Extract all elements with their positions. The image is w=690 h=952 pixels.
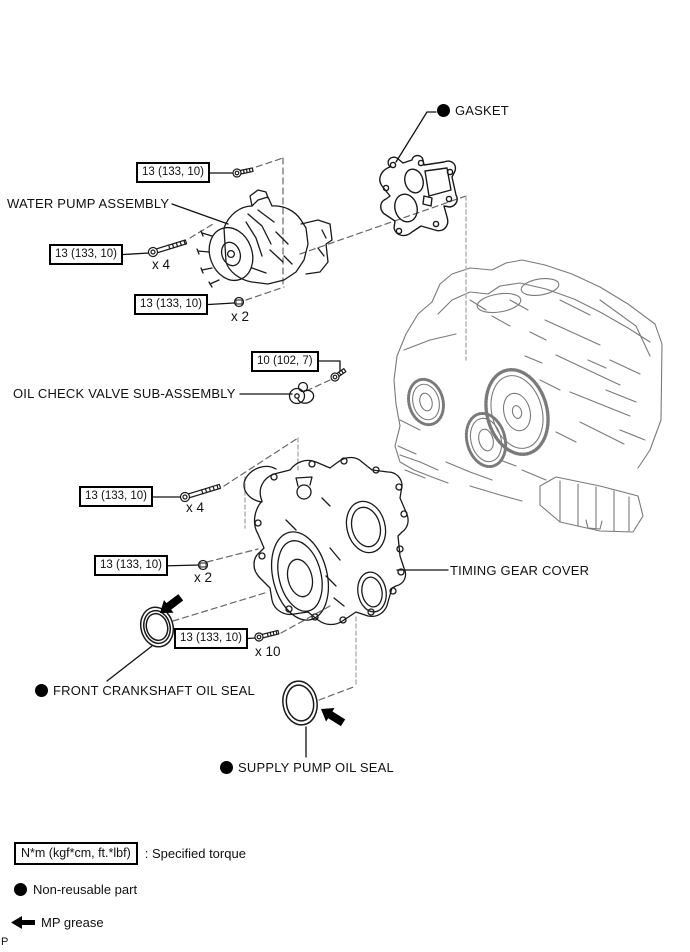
quantity-label: x 2 [231, 309, 250, 324]
part-label-front-crankshaft-oil-seal [35, 683, 255, 698]
non-reusable-dot-icon [35, 684, 48, 697]
oil-pan [540, 477, 643, 532]
nut-icon [199, 561, 208, 570]
engine-block-illustration [394, 260, 662, 532]
torque-callout: 13 (133, 10) [136, 162, 210, 183]
non-reusable-dot-icon [220, 761, 233, 774]
torque-callout: 13 (133, 10) [134, 294, 208, 315]
bolt-icon [147, 238, 187, 258]
water-pump-illustration [197, 190, 332, 287]
bolt-icon [329, 367, 347, 383]
bolt-icon [254, 628, 279, 642]
mp-grease-arrow-icon [11, 916, 35, 929]
torque-callout: 10 (102, 7) [251, 351, 319, 372]
legend-non-reusable-text: Non-reusable part [33, 882, 138, 897]
legend-specified-torque [14, 842, 246, 865]
oil-check-valve-illustration [290, 383, 314, 404]
part-label-text: GASKET [455, 103, 509, 118]
projection-dashed-lines [173, 158, 466, 700]
idler-gear [404, 375, 449, 428]
torque-callout: 13 (133, 10) [174, 628, 248, 649]
fastener-icons [147, 166, 347, 642]
quantity-label: x 10 [255, 644, 281, 659]
non-reusable-dot-icon [437, 104, 450, 117]
quantity-label: x 2 [194, 570, 213, 585]
part-label-gasket [437, 103, 509, 118]
part-label-text: SUPPLY PUMP OIL SEAL [238, 760, 394, 775]
timing-gear-cover-illustration [244, 458, 408, 627]
non-reusable-dot-icon [14, 883, 27, 896]
quantity-label: x 4 [152, 257, 171, 272]
bolt-icon [232, 166, 253, 178]
legend-mp-grease [11, 915, 104, 930]
camshaft-gear-large [477, 363, 557, 462]
nut-icon [235, 298, 244, 307]
legend-mp-grease-text: MP grease [41, 915, 104, 930]
page-corner-mark: P [1, 936, 9, 948]
part-label-water-pump: WATER PUMP ASSEMBLY [7, 196, 170, 211]
torque-callout: 13 (133, 10) [79, 486, 153, 507]
torque-callout: 13 (133, 10) [94, 555, 168, 576]
gasket-illustration [380, 156, 457, 236]
quantity-label: x 4 [186, 500, 205, 515]
part-label-supply-pump-oil-seal [220, 760, 394, 775]
part-label-timing-gear-cover: TIMING GEAR COVER [450, 563, 590, 578]
supply-pump-oil-seal-illustration [279, 678, 320, 727]
legend-non-reusable [14, 882, 137, 897]
legend-torque-box: N*m (kgf*cm, ft.*lbf) [14, 842, 138, 865]
torque-callout: 13 (133, 10) [49, 244, 123, 265]
legend-torque-desc: : Specified torque [144, 846, 246, 861]
part-label-text: FRONT CRANKSHAFT OIL SEAL [53, 683, 255, 698]
part-label-oil-check-valve: OIL CHECK VALVE SUB-ASSEMBLY [13, 386, 236, 401]
